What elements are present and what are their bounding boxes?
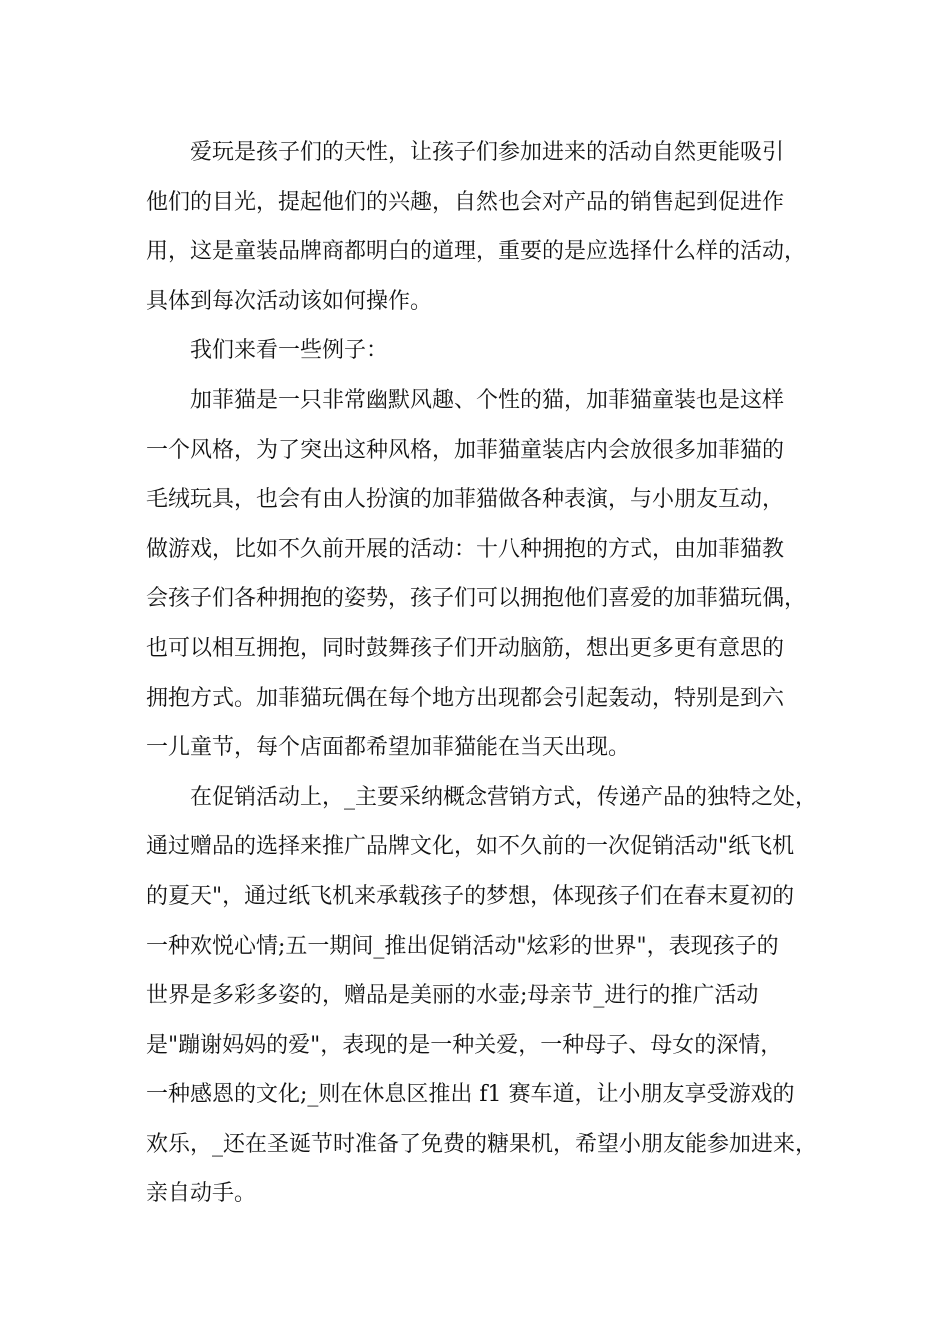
text-line: 也可以相互拥抱，同时鼓舞孩子们开动脑筋，想出更多更有意思的 [146, 635, 785, 661]
text-line: 欢乐，_还在圣诞节时准备了免费的糖果机，希望小朋友能参加进来， [146, 1131, 818, 1157]
text-line: 拥抱方式。加菲猫玩偶在每个地方出现都会引起轰动，特别是到六 [146, 685, 785, 711]
paragraph-4 [146, 773, 818, 1219]
text-line: 在促销活动上，_主要采纳概念营销方式，传递产品的独特之处， [190, 784, 818, 810]
text-line: 一个风格，为了突出这种风格，加菲猫童装店内会放很多加菲猫的 [146, 437, 785, 463]
text-line: 会孩子们各种拥抱的姿势，孩子们可以拥抱他们喜爱的加菲猫玩偶， [146, 586, 807, 612]
text-line: 世界是多彩多姿的，赠品是美丽的水壶;母亲节_进行的推广活动 [146, 983, 759, 1009]
text-line: 是"蹦谢妈妈的爱"，表现的是一种关爱，一种母子、母女的深情， [146, 1032, 783, 1058]
document-body [146, 128, 818, 1219]
text-line: 一种感恩的文化;_则在休息区推出 f1 赛车道，让小朋友享受游戏的 [146, 1082, 795, 1108]
text-line: 加菲猫是一只非常幽默风趣、个性的猫，加菲猫童装也是这样 [190, 387, 785, 413]
text-line: 一儿童节，每个店面都希望加菲猫能在当天出现。 [146, 735, 631, 761]
text-line: 做游戏，比如不久前开展的活动：十八种拥抱的方式，由加菲猫教 [146, 536, 785, 562]
text-line: 爱玩是孩子们的天性，让孩子们参加进来的活动自然更能吸引 [190, 140, 785, 165]
paragraph-1 [146, 128, 818, 326]
text-line: 他们的目光，提起他们的兴趣，自然也会对产品的销售起到促进作 [146, 189, 785, 215]
text-line: 具体到每次活动该如何操作。 [146, 288, 433, 314]
paragraph-2 [146, 326, 818, 376]
text-line: 毛绒玩具，也会有由人扮演的加菲猫做各种表演，与小朋友互动， [146, 487, 785, 513]
text-line: 通过赠品的选择来推广品牌文化，如不久前的一次促销活动"纸飞机 [146, 834, 795, 860]
text-line: 用，这是童装品牌商都明白的道理，重要的是应选择什么样的活动， [146, 239, 807, 265]
text-line: 的夏天"，通过纸飞机来承载孩子的梦想，体现孩子们在春末夏初的 [146, 883, 795, 909]
text-line: 我们来看一些例子： [190, 338, 389, 364]
text-line: 亲自动手。 [146, 1181, 257, 1207]
text-line: 一种欢悦心情;五一期间_推出促销活动"炫彩的世界"，表现孩子的 [146, 933, 779, 959]
paragraph-3 [146, 376, 818, 773]
